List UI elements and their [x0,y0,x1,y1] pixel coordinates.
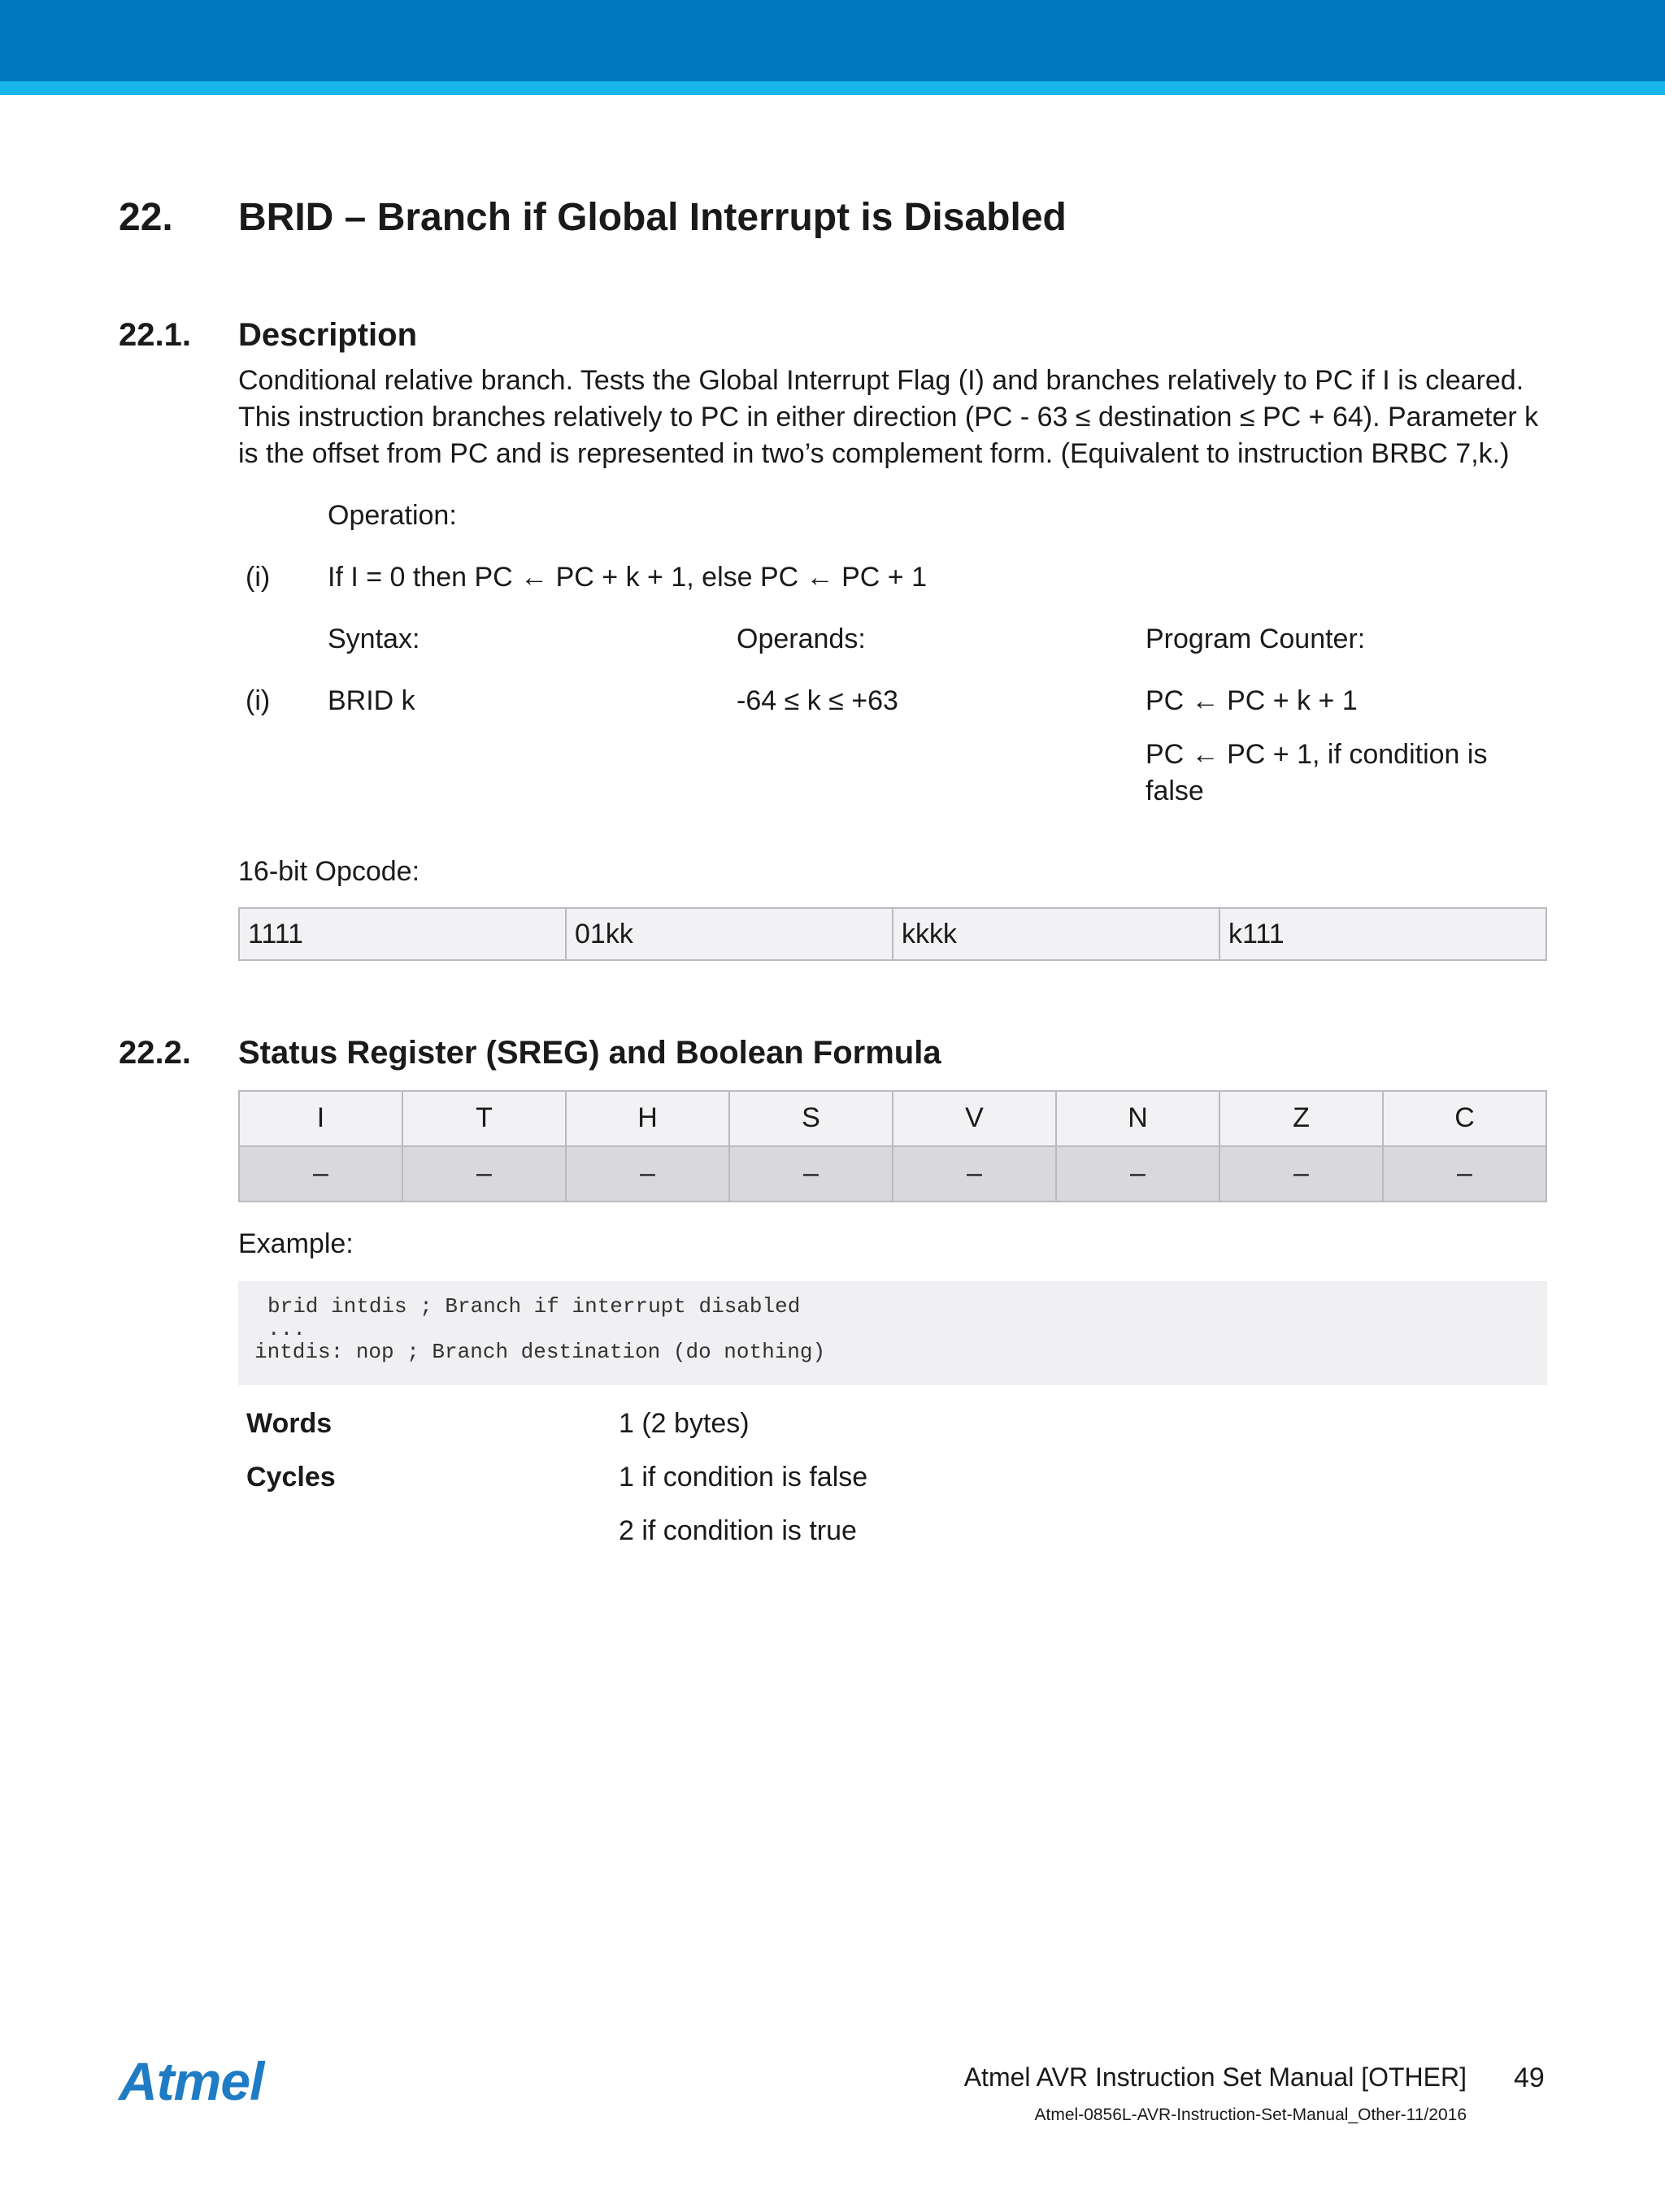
sreg-flag: T [403,1092,567,1145]
operands-value: -64 ≤ k ≤ +63 [737,685,898,716]
opcode-table [238,907,1547,961]
syntax-index: (i) [246,685,271,716]
sreg-flag: H [567,1092,730,1145]
code-line: intdis: nop ; Branch destination (do nothing) [254,1340,826,1364]
sreg-heading: Status Register (SREG) and Boolean Formula [238,1035,941,1071]
sreg-number: 22.2. [119,1035,191,1071]
opcode-cell: k111 [1228,919,1285,950]
footer-page-number: 49 [1514,2062,1545,2093]
sreg-value: – [1457,1158,1472,1189]
sreg-value: – [403,1147,567,1201]
operation-index: (i) [246,562,271,593]
program-counter-value-1: PC ← PC + k + 1 [1146,685,1358,716]
header-stripe [0,81,1665,95]
cycles-value-2: 2 if condition is true [619,1515,857,1546]
sreg-value: – [893,1147,1057,1201]
opcode-label: 16-bit Opcode: [238,856,420,887]
example-label: Example: [238,1228,354,1259]
operands-header: Operands: [737,624,866,654]
sreg-flag: S [730,1092,893,1145]
code-line: ... [267,1317,306,1341]
sreg-flag: V [893,1092,1057,1145]
opcode-cell: 01kk [567,909,893,959]
sreg-flag: N [1057,1092,1220,1145]
sreg-value: – [1220,1147,1384,1201]
syntax-value: BRID k [328,685,415,716]
sreg-flag: Z [1220,1092,1384,1145]
sreg-flag: C [1454,1102,1475,1133]
program-counter-header: Program Counter: [1146,624,1366,654]
syntax-header: Syntax: [328,624,420,654]
footer-doc-id: Atmel-0856L-AVR-Instruction-Set-Manual_Other-11/2016 [1034,2106,1467,2124]
sreg-value: – [567,1147,730,1201]
sreg-table [238,1090,1547,1202]
operation-label: Operation: [328,500,457,531]
sreg-header-row [240,1092,1545,1145]
sreg-value: – [730,1147,893,1201]
sreg-value: – [240,1147,403,1201]
atmel-logo: Atmel [119,2051,264,2111]
sreg-value-row [240,1145,1545,1201]
code-line: brid intdis ; Branch if interrupt disabled [267,1294,801,1319]
opcode-cell: kkkk [893,909,1220,959]
description-text: Conditional relative branch. Tests the Global Interrupt Flag (I) and branches relatively to PC if I is cleared. This instruction branches relatively to PC in either direction (PC - 63 ≤ destination ≤ PC + 64). Parameter k is the offset from PC and is represented in two’s complement form. (Equivalent to instruction BRBC 7,k.) [238,365,1539,469]
opcode-cell: 1111 [240,909,567,959]
description-number: 22.1. [119,317,191,353]
words-value: 1 (2 bytes) [619,1408,750,1439]
program-counter-value-2: PC ← PC + 1, if condition is false [1146,739,1488,806]
section-number: 22. [119,196,173,239]
section-title: BRID – Branch if Global Interrupt is Disabled [238,196,1067,239]
sreg-value: – [1057,1147,1220,1201]
description-heading: Description [238,317,418,353]
cycles-label: Cycles [246,1462,336,1493]
footer-manual-title: Atmel AVR Instruction Set Manual [OTHER] [963,2062,1467,2092]
cycles-value-1: 1 if condition is false [619,1462,868,1493]
header-bar [0,0,1665,81]
sreg-flag: I [240,1092,403,1145]
operation-text: If I = 0 then PC ← PC + k + 1, else PC ← PC + 1 [328,562,927,593]
example-code-block [238,1281,1547,1385]
words-label: Words [246,1408,333,1439]
